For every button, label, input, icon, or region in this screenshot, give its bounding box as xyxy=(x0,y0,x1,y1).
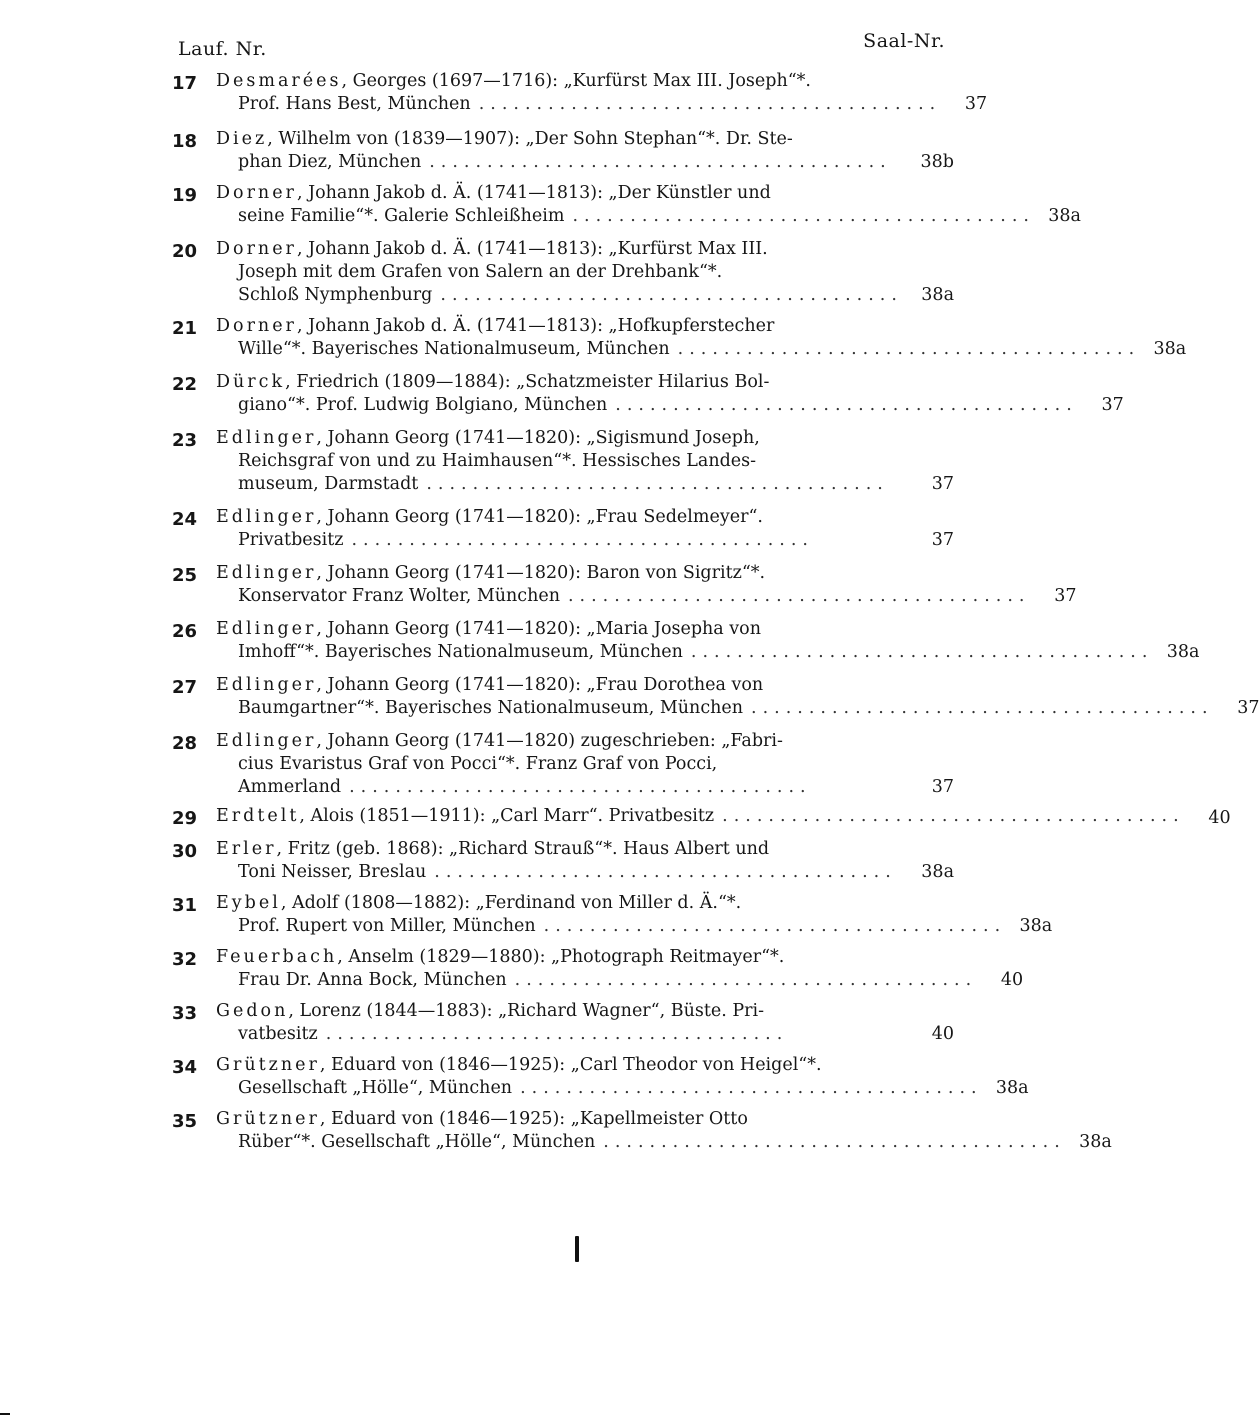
dot-leader: ........................................ xyxy=(677,339,1141,359)
saal-number: 37 xyxy=(931,530,954,550)
saal-number: 37 xyxy=(931,474,954,494)
entry-body xyxy=(216,182,1079,228)
entry-body xyxy=(216,315,1187,361)
entry-number: 21 xyxy=(172,318,198,339)
entry-first-line: , Eduard von (1846—1925): „Carl Theodor von Heigel“*. xyxy=(319,1055,822,1075)
artist-name: Edlinger xyxy=(216,731,317,751)
artist-name: Edlinger xyxy=(216,507,317,527)
saal-number: 37 xyxy=(1054,586,1077,606)
saal-number: 38a xyxy=(1166,642,1200,662)
entry-number: 26 xyxy=(172,621,198,642)
entry-owner-line: Baumgartner“*. Bayerisches Nationalmuseum, München xyxy=(238,698,744,718)
entry-number: 34 xyxy=(172,1057,198,1078)
catalog-entry xyxy=(172,238,952,307)
entry-first-line: , Friedrich (1809—1884): „Schatzmeister Hilarius Bol- xyxy=(285,372,770,392)
entry-number: 22 xyxy=(172,374,198,395)
dot-leader: ........................................ xyxy=(690,642,1154,662)
catalog-entry xyxy=(172,1000,952,1046)
entry-number: 31 xyxy=(172,895,198,916)
entry-owner-line: Prof. Rupert von Miller, München xyxy=(238,916,536,936)
header-saal-nr: Saal-Nr. xyxy=(863,30,945,52)
entry-body xyxy=(216,238,952,307)
entry-first-line: , Adolf (1808—1882): „Ferdinand von Miller d. Ä.“*. xyxy=(280,893,742,913)
entry-first-line: , Johann Georg (1741—1820): Baron von Sigritz“*. xyxy=(316,563,766,583)
catalog-entry xyxy=(172,946,1024,992)
artist-name: Dorner xyxy=(216,239,297,259)
entry-first-line: , Johann Jakob d. Ä. (1741—1813): „Hofkupferstecher xyxy=(296,316,775,336)
artist-name: Desmarées xyxy=(216,71,342,91)
catalog-entry xyxy=(172,618,1200,664)
dot-leader: ........................................ xyxy=(615,395,1078,415)
saal-number: 38a xyxy=(921,862,954,882)
entry-first-line: , Johann Georg (1741—1820): „Sigismund Joseph, xyxy=(316,428,760,448)
entry-body xyxy=(216,562,1075,608)
catalog-entry xyxy=(172,371,1124,417)
entry-continuation-line: Reichsgraf von und zu Haimhausen“*. Hessisches Landes- xyxy=(238,451,757,471)
entry-body xyxy=(216,892,1053,938)
artist-name: Edlinger xyxy=(216,619,317,639)
dot-leader: ........................................ xyxy=(351,530,814,550)
catalog-entry xyxy=(172,1054,1029,1100)
header-lauf-nr: Lauf. Nr. xyxy=(178,38,267,60)
entry-number: 17 xyxy=(172,73,198,94)
entry-body xyxy=(216,1108,1110,1154)
artist-name: Dorner xyxy=(216,316,297,336)
entry-number: 24 xyxy=(172,509,198,530)
saal-number: 38a xyxy=(921,285,954,305)
entry-number: 25 xyxy=(172,565,198,586)
dot-leader: ........................................ xyxy=(514,970,978,990)
entry-number: 20 xyxy=(172,241,198,262)
entry-number: 19 xyxy=(172,185,198,206)
entry-first-line: , Johann Georg (1741—1820): „Maria Josepha von xyxy=(316,619,761,639)
corner-mark xyxy=(0,1413,10,1415)
artist-name: Edlinger xyxy=(216,675,317,695)
entry-number: 35 xyxy=(172,1111,198,1132)
catalog-entry xyxy=(172,128,952,174)
saal-number: 38a xyxy=(1079,1132,1112,1152)
entry-number: 27 xyxy=(172,677,198,698)
entry-body xyxy=(216,730,952,799)
dot-leader: ........................................ xyxy=(325,1024,789,1044)
catalog-entry xyxy=(172,70,988,116)
artist-name: Grützner xyxy=(216,1055,320,1075)
entry-owner-line: Toni Neisser, Breslau xyxy=(238,862,427,882)
artist-name: Eybel xyxy=(216,893,281,913)
entry-number: 18 xyxy=(172,131,198,152)
dot-leader: ........................................ xyxy=(520,1078,983,1098)
entry-owner-line: giano“*. Prof. Ludwig Bolgiano, München xyxy=(238,395,608,415)
dot-leader: ........................................ xyxy=(434,862,897,882)
artist-name: Edlinger xyxy=(216,428,317,448)
saal-number: 38a xyxy=(1048,206,1081,226)
artist-name: Feuerbach xyxy=(216,947,338,967)
dot-leader: ........................................ xyxy=(349,777,812,797)
catalog-entry xyxy=(172,182,1081,228)
catalog-entry xyxy=(172,506,952,552)
entry-first-line: , Johann Jakob d. Ä. (1741—1813): „Der Künstler und xyxy=(296,183,771,203)
entry-owner-line: phan Diez, München xyxy=(238,152,422,172)
dot-leader: ........................................ xyxy=(478,94,942,114)
entry-body xyxy=(216,128,952,174)
saal-number: 38a xyxy=(1019,916,1053,936)
saal-number: 38a xyxy=(1153,339,1187,359)
saal-number: 40 xyxy=(1208,808,1231,828)
dot-leader: ........................................ xyxy=(751,698,1214,718)
entry-first-line: , Georges (1697—1716): „Kurfürst Max III. Joseph“*. xyxy=(341,71,811,91)
dot-leader: ........................................ xyxy=(426,474,889,494)
entry-body xyxy=(216,946,1024,992)
entry-first-line: , Johann Georg (1741—1820): „Frau Sedelmeyer“. xyxy=(316,507,763,527)
entry-owner-line: seine Familie“*. Galerie Schleißheim xyxy=(238,206,565,226)
entry-owner-line: museum, Darmstadt xyxy=(238,474,419,494)
entry-number: 29 xyxy=(172,808,198,829)
entry-body xyxy=(216,805,1229,830)
entry-first-line: , Johann Jakob d. Ä. (1741—1813): „Kurfürst Max III. xyxy=(296,239,768,259)
entry-owner-line: Schloß Nymphenburg xyxy=(238,285,433,305)
entry-owner-line: Konservator Franz Wolter, München xyxy=(238,586,560,606)
artist-name: Grützner xyxy=(216,1109,320,1129)
catalog-entry xyxy=(172,730,952,799)
saal-number: 37 xyxy=(1101,395,1124,415)
entry-continuation-line: Joseph mit dem Grafen von Salern an der Drehbank“*. xyxy=(238,262,723,282)
page-mark xyxy=(575,1236,579,1262)
artist-name: Erler xyxy=(216,839,277,859)
entry-list xyxy=(172,70,1260,1154)
entry-body xyxy=(216,838,952,884)
entry-body xyxy=(216,506,952,552)
entry-body xyxy=(216,1000,952,1046)
catalog-entry xyxy=(172,1108,1112,1154)
entry-body xyxy=(216,371,1122,417)
dot-leader: ........................................ xyxy=(440,285,903,305)
entry-first-line: , Fritz (geb. 1868): „Richard Strauß“*. Haus Albert und xyxy=(276,839,770,859)
entry-owner-line: Privatbesitz xyxy=(238,530,344,550)
catalog-entry xyxy=(172,315,1187,361)
saal-number: 38a xyxy=(995,1078,1029,1098)
entry-first-line: , Lorenz (1844—1883): „Richard Wagner“, Büste. Pri- xyxy=(288,1001,765,1021)
entry-number: 32 xyxy=(172,949,198,970)
saal-number: 40 xyxy=(931,1024,954,1044)
entry-first-line: , Johann Georg (1741—1820) zugeschrieben: „Fabri- xyxy=(316,731,783,751)
entry-first-line: , Alois (1851—1911): „Carl Marr“. Privatbesitz xyxy=(299,806,715,826)
saal-number: 40 xyxy=(1000,970,1024,990)
dot-leader: ........................................ xyxy=(722,806,1185,826)
dot-leader: ........................................ xyxy=(567,586,1031,606)
entry-owner-line: Ammerland xyxy=(238,777,342,797)
catalog-entry xyxy=(172,805,1231,830)
dot-leader: ........................................ xyxy=(429,152,892,172)
saal-number: 37 xyxy=(964,94,988,114)
entry-first-line: , Johann Georg (1741—1820): „Frau Dorothea von xyxy=(316,675,764,695)
dot-leader: ........................................ xyxy=(572,206,1035,226)
entry-owner-line: vatbesitz xyxy=(238,1024,318,1044)
entry-continuation-line: cius Evaristus Graf von Pocci“*. Franz Graf von Pocci, xyxy=(238,754,718,774)
entry-body xyxy=(216,1054,1027,1100)
entry-first-line: , Eduard von (1846—1925): „Kapellmeister Otto xyxy=(319,1109,748,1129)
entry-first-line: , Wilhelm von (1839—1907): „Der Sohn Stephan“*. Dr. Ste- xyxy=(267,129,793,149)
artist-name: Erdtelt xyxy=(216,806,300,826)
entry-body xyxy=(216,674,1258,720)
entry-first-line: , Anselm (1829—1880): „Photograph Reitmayer“*. xyxy=(337,947,785,967)
entry-body xyxy=(216,70,988,116)
catalog-entry xyxy=(172,892,1053,938)
entry-owner-line: Imhoff“*. Bayerisches Nationalmuseum, München xyxy=(238,642,683,662)
dot-leader: ........................................ xyxy=(603,1132,1066,1152)
dot-leader: ........................................ xyxy=(543,916,1007,936)
entry-number: 28 xyxy=(172,733,198,754)
artist-name: Dürck xyxy=(216,372,286,392)
artist-name: Gedon xyxy=(216,1001,289,1021)
entry-owner-line: Wille“*. Bayerisches Nationalmuseum, München xyxy=(238,339,670,359)
entry-number: 33 xyxy=(172,1003,198,1024)
artist-name: Dorner xyxy=(216,183,297,203)
catalog-entry xyxy=(172,427,952,496)
catalog-entry xyxy=(172,838,952,884)
entry-number: 30 xyxy=(172,841,198,862)
entry-owner-line: Prof. Hans Best, München xyxy=(238,94,471,114)
entry-number: 23 xyxy=(172,430,198,451)
catalog-entry xyxy=(172,674,1260,720)
saal-number: 37 xyxy=(1237,698,1260,718)
saal-number: 37 xyxy=(931,777,954,797)
entry-owner-line: Rüber“*. Gesellschaft „Hölle“, München xyxy=(238,1132,596,1152)
entry-owner-line: Gesellschaft „Hölle“, München xyxy=(238,1078,513,1098)
entry-body xyxy=(216,427,952,496)
artist-name: Diez xyxy=(216,129,268,149)
entry-owner-line: Frau Dr. Anna Bock, München xyxy=(238,970,507,990)
artist-name: Edlinger xyxy=(216,563,317,583)
catalog-entry xyxy=(172,562,1077,608)
saal-number: 38b xyxy=(920,152,954,172)
entry-body xyxy=(216,618,1200,664)
